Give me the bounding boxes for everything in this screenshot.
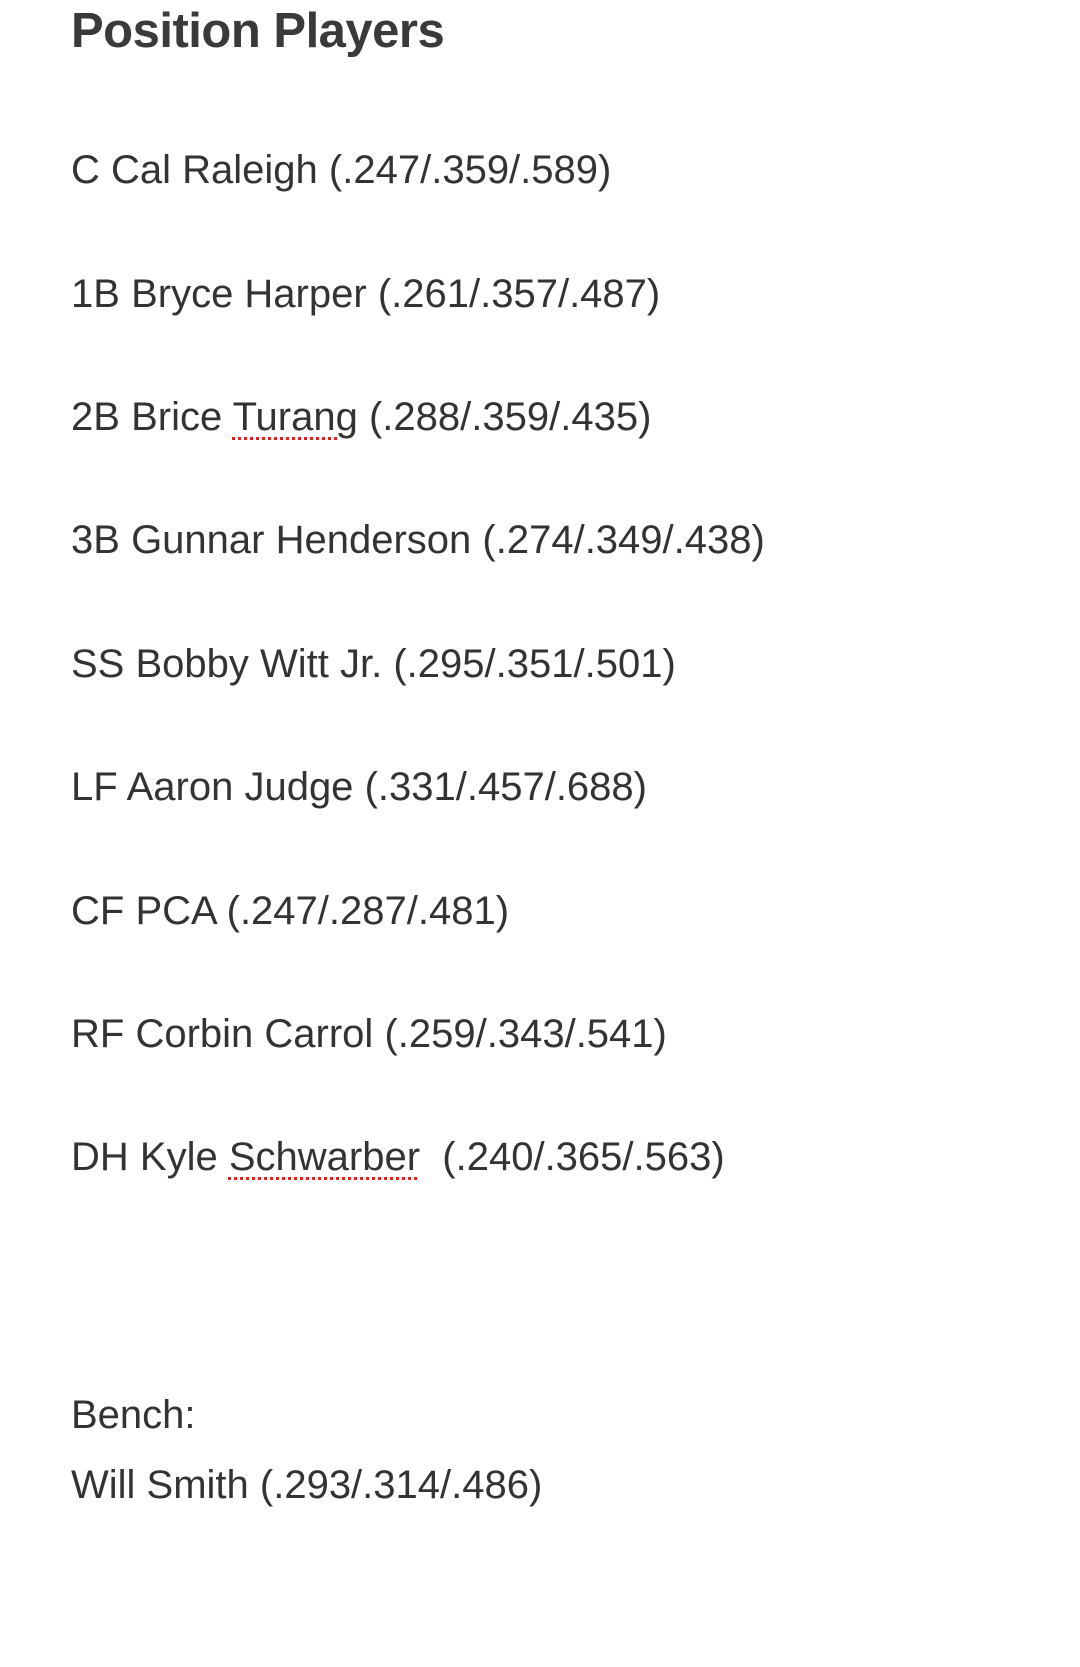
player-name: PCA (135, 889, 216, 933)
note-title: Position Players (71, 4, 445, 58)
player-name: Bryce Harper (131, 272, 367, 316)
player-name: Brice (131, 395, 223, 439)
player-name: Aaron Judge (126, 765, 354, 809)
stat-line: (.247/.359/.589) (328, 148, 612, 192)
stat-line: (.288/.359/.435) (368, 395, 652, 439)
misspelled-word[interactable]: Turang (232, 395, 358, 439)
player-name: Kyle (139, 1135, 218, 1179)
player-line-left-field (71, 763, 647, 811)
player-line-second-base (71, 393, 651, 441)
position: SS (71, 642, 125, 686)
player-line-center-field (71, 887, 509, 935)
player-name: Corbin Carrol (135, 1012, 374, 1056)
bench-label: Bench: (71, 1393, 196, 1437)
stat-line: (.261/.357/.487) (377, 272, 661, 316)
bench-player-line: Will Smith (.293/.314/.486) (71, 1463, 543, 1507)
stat-line: (.295/.351/.501) (393, 642, 676, 686)
player-line-third-base (71, 516, 765, 564)
position: LF (71, 765, 118, 809)
stat-line: (.240/.365/.563) (442, 1135, 725, 1179)
misspelled-word[interactable]: Schwarber (228, 1135, 421, 1179)
stat-line: (.274/.349/.438) (482, 518, 765, 562)
position: 3B (71, 518, 120, 562)
player-line-first-base (71, 270, 660, 318)
stat-line: (.259/.343/.541) (384, 1012, 667, 1056)
position: 2B (71, 395, 120, 439)
position: CF (71, 889, 125, 933)
player-line-catcher (71, 146, 611, 194)
position: DH (71, 1135, 129, 1179)
player-name: Bobby Witt Jr. (135, 642, 383, 686)
player-line-designated-hitter (71, 1133, 725, 1181)
player-line-right-field (71, 1010, 667, 1058)
player-name: Cal Raleigh (111, 148, 318, 192)
stat-line: (.247/.287/.481) (226, 889, 510, 933)
player-name: Gunnar Henderson (131, 518, 472, 562)
player-line-shortstop (71, 640, 676, 688)
position: C (71, 148, 100, 192)
position: 1B (71, 272, 120, 316)
position: RF (71, 1012, 125, 1056)
stat-line: (.331/.457/.688) (364, 765, 647, 809)
